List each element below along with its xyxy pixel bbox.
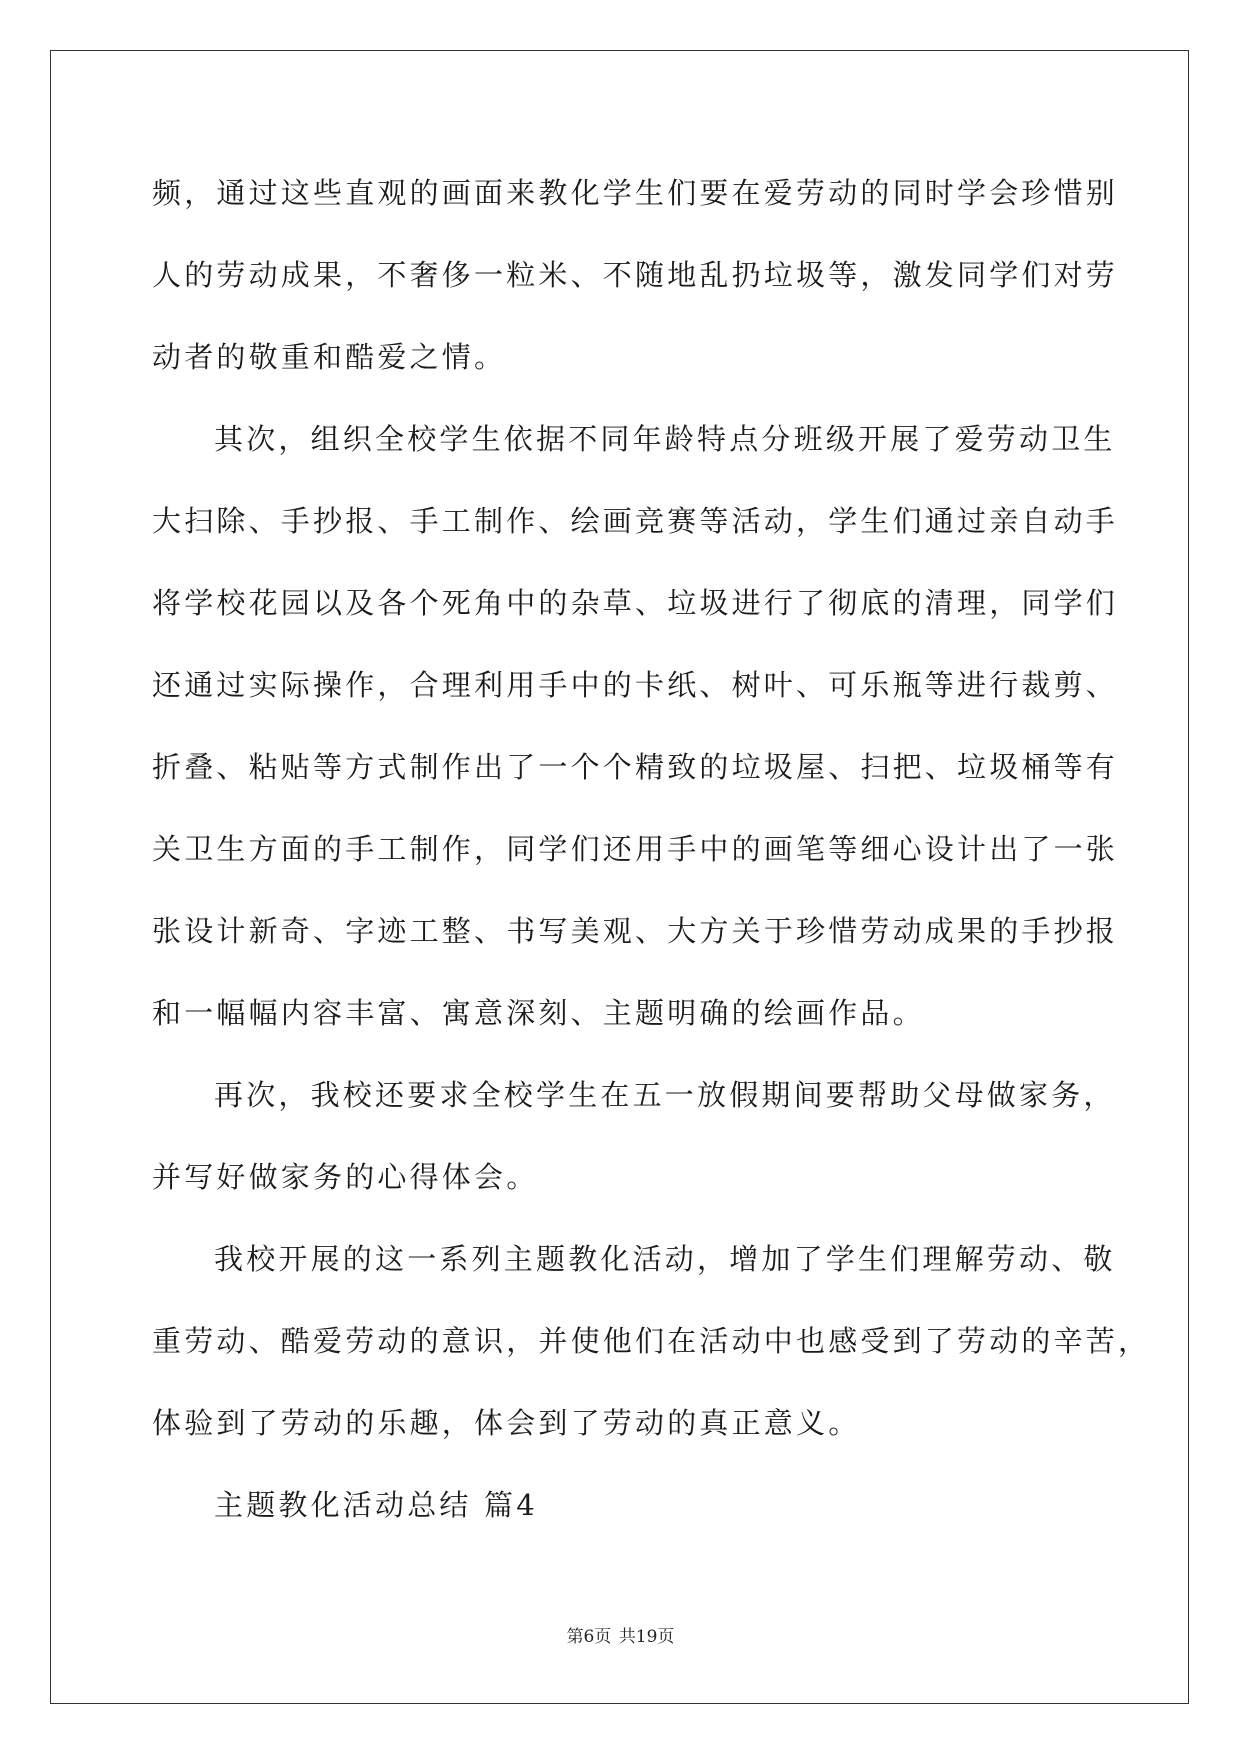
text-line: 关卫生方面的手工制作，同学们还用手中的画笔等细心设计出了一张 — [152, 832, 1119, 866]
text-line: 人的劳动成果，不奢侈一粒米、不随地乱扔垃圾等，激发同学们对劳 — [152, 258, 1119, 292]
text-line: 和一幅幅内容丰富、寓意深刻、主题明确的绘画作品。 — [152, 996, 925, 1030]
text-line: 将学校花园以及各个死角中的杂草、垃圾进行了彻底的清理，同学们 — [152, 586, 1119, 620]
text-line: 体验到了劳动的乐趣，体会到了劳动的真正意义。 — [152, 1406, 861, 1440]
text-line: 频，通过这些直观的画面来教化学生们要在爱劳动的同时学会珍惜别 — [152, 176, 1119, 210]
text-line: 动者的敬重和酷爱之情。 — [152, 340, 507, 374]
text-line: 还通过实际操作，合理利用手中的卡纸、树叶、可乐瓶等进行裁剪、 — [152, 668, 1119, 702]
text-line: 折叠、粘贴等方式制作出了一个个精致的垃圾屋、扫把、垃圾桶等有 — [152, 750, 1119, 784]
page-number: 第6页 — [566, 1627, 612, 1647]
text-line: 大扫除、手抄报、手工制作、绘画竞赛等活动，学生们通过亲自动手 — [152, 504, 1119, 538]
section-heading: 主题教化活动总结 篇4 — [214, 1488, 538, 1522]
text-line: 其次，组织全校学生依据不同年龄特点分班级开展了爱劳动卫生 — [214, 422, 1116, 456]
text-line: 我校开展的这一系列主题教化活动，增加了学生们理解劳动、敬 — [214, 1242, 1116, 1276]
text-line: 再次，我校还要求全校学生在五一放假期间要帮助父母做家务， — [214, 1078, 1116, 1112]
page-footer — [0, 1622, 1241, 1647]
text-line: 并写好做家务的心得体会。 — [152, 1160, 539, 1194]
text-line: 张设计新奇、字迹工整、书写美观、大方关于珍惜劳动成果的手抄报 — [152, 914, 1119, 948]
text-line: 重劳动、酷爱劳动的意识，并使他们在活动中也感受到了劳动的辛苦， — [152, 1324, 1151, 1358]
total-pages: 共19页 — [618, 1627, 675, 1647]
document-body — [152, 166, 1151, 1560]
